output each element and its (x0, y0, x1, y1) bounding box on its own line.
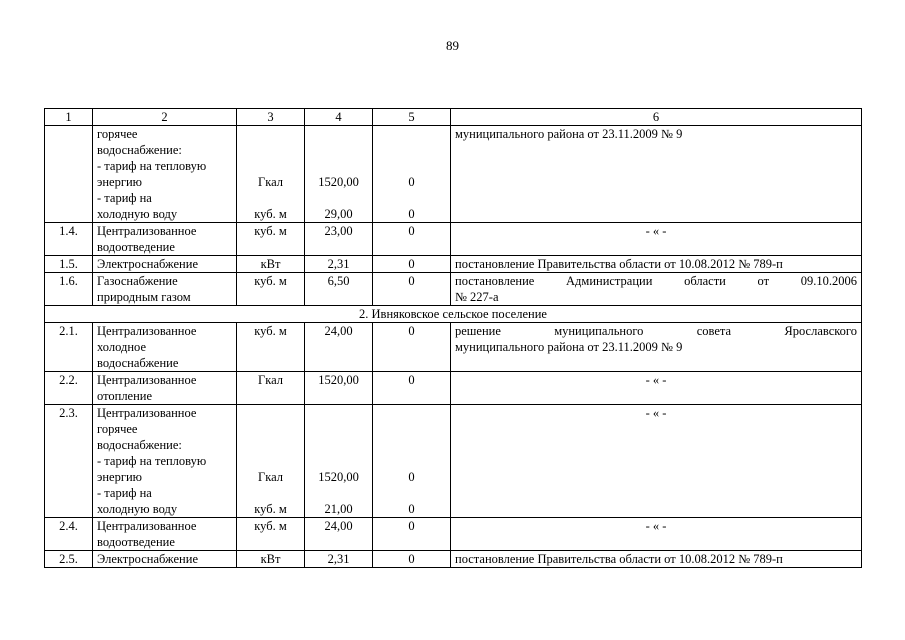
value-cell (373, 256, 451, 273)
cell-line: Гкал (257, 175, 283, 189)
cell-line (241, 126, 300, 142)
cell-line: 0 (408, 373, 415, 387)
service-name-cell (93, 223, 237, 256)
cell-line (377, 453, 446, 469)
unit-cell (237, 551, 305, 568)
cell-line: 0 (408, 207, 415, 221)
cell-line: куб. м (254, 519, 287, 533)
cell-line: Электроснабжение (97, 257, 198, 271)
cell-line: 0 (408, 502, 415, 516)
norm-cell (305, 372, 373, 405)
cell-line: 23,00 (324, 224, 353, 238)
row-number: 2.4. (45, 518, 93, 551)
cell-line (377, 190, 446, 206)
cell-line: водоснабжение: (97, 143, 182, 157)
cell-line: - тариф на (97, 191, 152, 205)
row-number: 2.3. (45, 405, 93, 518)
norm-cell (305, 126, 373, 223)
cell-line (241, 437, 300, 453)
cell-line: Централизованное (97, 324, 197, 338)
cell-line: - тариф на тепловую (97, 454, 207, 468)
cell-line (241, 158, 300, 174)
cell-line: муниципального района от 23.11.2009 № 9 (455, 127, 683, 141)
header-cell: 6 (451, 109, 862, 126)
cell-line (309, 158, 368, 174)
cell-line: 0 (408, 224, 415, 238)
cell-line: холодную воду (97, 502, 178, 516)
unit-cell (237, 273, 305, 306)
cell-line: 0 (408, 175, 415, 189)
cell-line: 0 (408, 324, 415, 338)
basis-document-cell (451, 551, 862, 568)
table-row (45, 223, 862, 256)
row-number: 2.1. (45, 323, 93, 372)
cell-line (309, 437, 368, 453)
section-title: 2. Ивняковское сельское поселение (45, 306, 862, 323)
basis-document-cell (451, 323, 862, 372)
norm-cell (305, 223, 373, 256)
cell-line (377, 485, 446, 501)
value-cell (373, 405, 451, 518)
table-row (45, 273, 862, 306)
cell-line: 24,00 (324, 519, 353, 533)
cell-line (309, 126, 368, 142)
cell-line: Централизованное (97, 373, 197, 387)
norm-cell (305, 256, 373, 273)
cell-line (241, 142, 300, 158)
norm-cell (305, 273, 373, 306)
cell-line (309, 485, 368, 501)
cell-line: - « - (645, 373, 667, 387)
header-cell: 3 (237, 109, 305, 126)
basis-document-cell (451, 273, 862, 306)
cell-line: куб. м (254, 274, 287, 288)
cell-line: 2,31 (327, 552, 350, 566)
basis-document-cell (451, 518, 862, 551)
value-cell (373, 551, 451, 568)
cell-line (241, 190, 300, 206)
cell-line: 0 (408, 552, 415, 566)
cell-line: отопление (97, 389, 153, 403)
cell-line (377, 421, 446, 437)
cell-line: водоснабжение (97, 356, 179, 370)
cell-line: 24,00 (324, 324, 353, 338)
table-row (45, 551, 862, 568)
value-cell (373, 372, 451, 405)
value-cell (373, 223, 451, 256)
service-name-cell (93, 256, 237, 273)
cell-line: водоснабжение: (97, 438, 182, 452)
cell-line: кВт (260, 552, 281, 566)
cell-line: решение муниципального совета Ярославского (455, 324, 857, 338)
cell-line (241, 421, 300, 437)
cell-line: горячее (97, 422, 138, 436)
row-number: 1.4. (45, 223, 93, 256)
unit-cell (237, 518, 305, 551)
service-name-cell (93, 551, 237, 568)
cell-line: 0 (408, 519, 415, 533)
unit-cell (237, 256, 305, 273)
norm-cell (305, 405, 373, 518)
header-cell: 5 (373, 109, 451, 126)
cell-line (377, 437, 446, 453)
cell-line: 0 (408, 274, 415, 288)
cell-line: постановление Правительства области от 10.08.2012 № 789-п (455, 552, 783, 566)
cell-line: кВт (260, 257, 281, 271)
cell-line: 29,00 (324, 207, 353, 221)
cell-line: 6,50 (327, 274, 350, 288)
cell-line: куб. м (254, 324, 287, 338)
cell-line: энергию (97, 175, 143, 189)
cell-line: куб. м (254, 502, 287, 516)
row-number: 1.6. (45, 273, 93, 306)
row-number: 1.5. (45, 256, 93, 273)
cell-line: горячее (97, 127, 138, 141)
cell-line: - « - (645, 519, 667, 533)
cell-line: муниципального района от 23.11.2009 № 9 (455, 340, 683, 354)
cell-line (309, 421, 368, 437)
unit-cell (237, 223, 305, 256)
cell-line: Электроснабжение (97, 552, 198, 566)
cell-line (377, 405, 446, 421)
cell-line (309, 405, 368, 421)
row-number: 2.2. (45, 372, 93, 405)
cell-line: водоотведение (97, 535, 175, 549)
cell-line: 0 (408, 470, 415, 484)
cell-line: Централизованное (97, 406, 197, 420)
cell-line: холодное (97, 340, 146, 354)
cell-line (377, 126, 446, 142)
table-row (45, 372, 862, 405)
table-row (45, 256, 862, 273)
basis-document-cell (451, 256, 862, 273)
table-row (45, 518, 862, 551)
cell-line: энергию (97, 470, 143, 484)
cell-line (241, 405, 300, 421)
cell-line: Централизованное (97, 519, 197, 533)
cell-line (241, 453, 300, 469)
cell-line: 1520,00 (318, 373, 359, 387)
cell-line (309, 453, 368, 469)
cell-line: 1520,00 (318, 470, 359, 484)
table-row (45, 405, 862, 518)
cell-line: 1520,00 (318, 175, 359, 189)
cell-line: куб. м (254, 207, 287, 221)
value-cell (373, 126, 451, 223)
cell-line: № 227-а (455, 290, 499, 304)
norm-cell (305, 323, 373, 372)
cell-line (309, 142, 368, 158)
cell-line: природным газом (97, 290, 191, 304)
header-cell: 4 (305, 109, 373, 126)
cell-line: Гкал (257, 470, 283, 484)
service-name-cell (93, 126, 237, 223)
service-name-cell (93, 372, 237, 405)
table-row (45, 126, 862, 223)
basis-document-cell (451, 372, 862, 405)
cell-line: 0 (408, 257, 415, 271)
table-header-row (45, 109, 862, 126)
cell-line: - тариф на (97, 486, 152, 500)
row-number: 2.5. (45, 551, 93, 568)
basis-document-cell (451, 223, 862, 256)
header-cell: 2 (93, 109, 237, 126)
value-cell (373, 323, 451, 372)
norm-cell (305, 551, 373, 568)
cell-line: Гкал (257, 373, 283, 387)
service-name-cell (93, 518, 237, 551)
cell-line: - « - (645, 406, 667, 420)
cell-line: 21,00 (324, 502, 353, 516)
cell-line: Газоснабжение (97, 274, 178, 288)
cell-line: 2,31 (327, 257, 350, 271)
cell-line (241, 485, 300, 501)
cell-line: постановление Правительства области от 10.08.2012 № 789-п (455, 257, 783, 271)
tariff-table (44, 108, 862, 568)
unit-cell (237, 126, 305, 223)
section-row (45, 306, 862, 323)
basis-document-cell (451, 126, 862, 223)
cell-line (309, 190, 368, 206)
cell-line (377, 158, 446, 174)
table-row (45, 323, 862, 372)
unit-cell (237, 405, 305, 518)
cell-line: - тариф на тепловую (97, 159, 207, 173)
cell-line: холодную воду (97, 207, 178, 221)
row-number (45, 126, 93, 223)
header-cell: 1 (45, 109, 93, 126)
cell-line: Централизованное (97, 224, 197, 238)
unit-cell (237, 323, 305, 372)
cell-line: куб. м (254, 224, 287, 238)
cell-line: - « - (645, 224, 667, 238)
page-number: 89 (446, 38, 459, 53)
value-cell (373, 273, 451, 306)
value-cell (373, 518, 451, 551)
service-name-cell (93, 273, 237, 306)
norm-cell (305, 518, 373, 551)
cell-line: водоотведение (97, 240, 175, 254)
service-name-cell (93, 405, 237, 518)
cell-line: постановление Администрации области от 09.10.2006 (455, 274, 857, 288)
unit-cell (237, 372, 305, 405)
cell-line (377, 142, 446, 158)
service-name-cell (93, 323, 237, 372)
basis-document-cell (451, 405, 862, 518)
